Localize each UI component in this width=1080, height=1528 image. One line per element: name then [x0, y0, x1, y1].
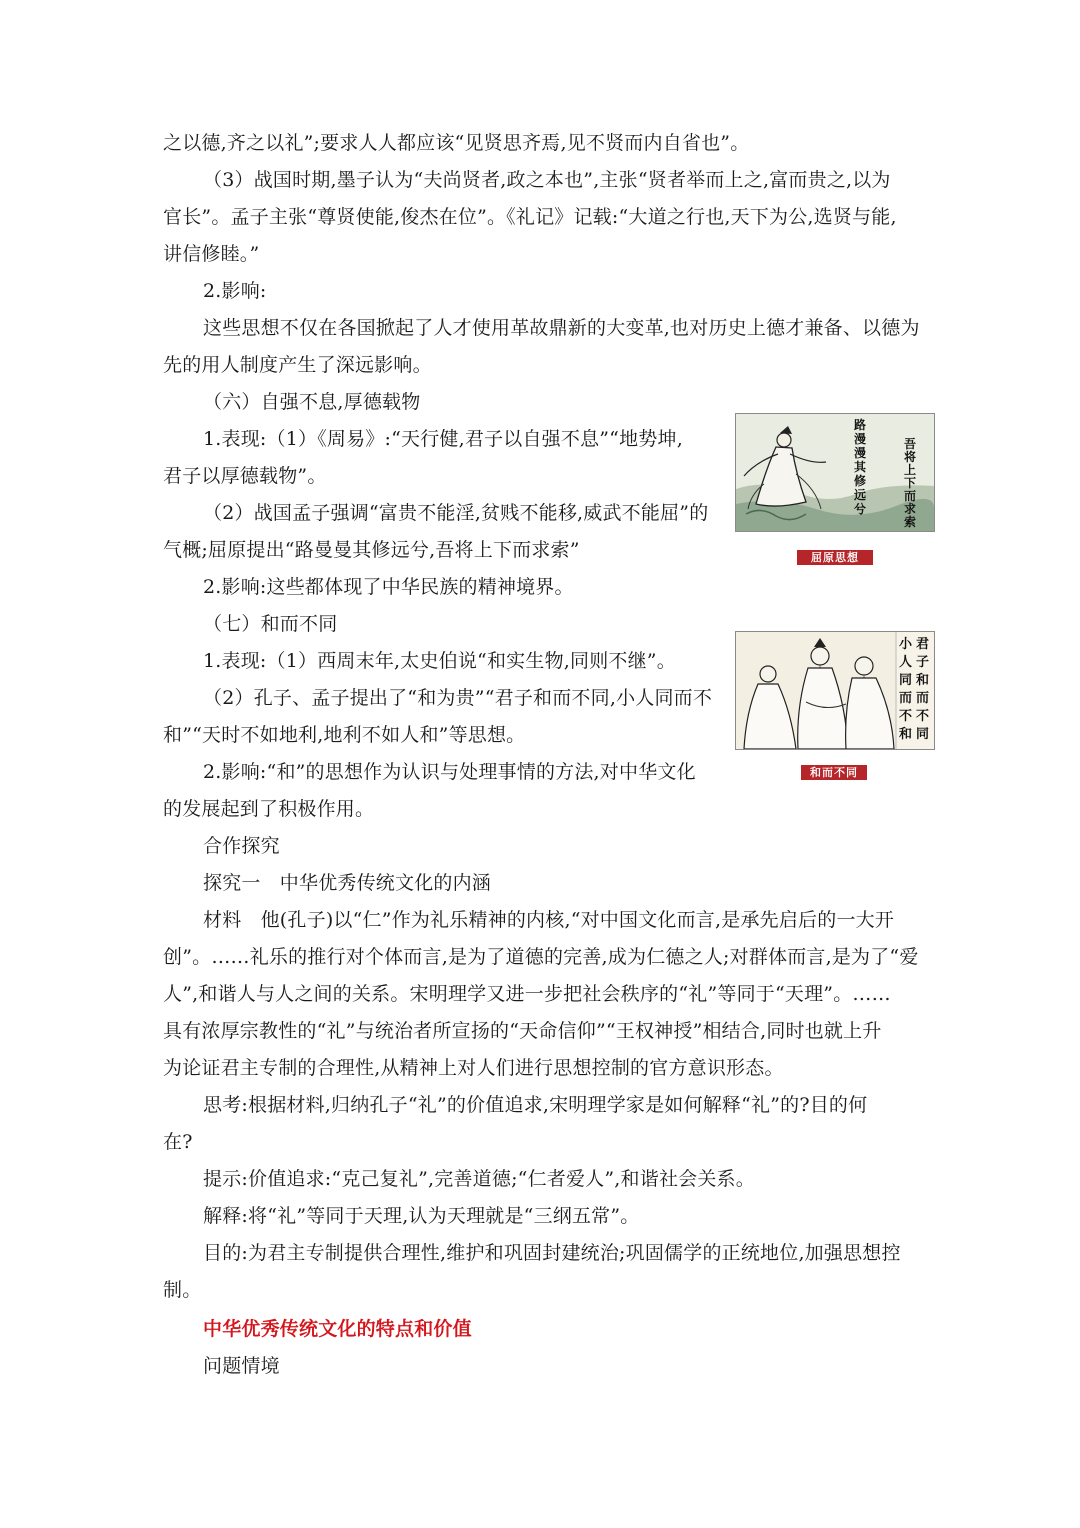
heerbutong-illustration [735, 631, 935, 750]
section-heading: 合作探究 [203, 835, 280, 857]
text-line: 提示:价值追求:“克己复礼”,完善道德;“仁者爱人”,和谐社会关系。 [203, 1168, 755, 1190]
text-line: 1.表现:（1）《周易》:“天行健,君子以自强不息”“地势坤, [203, 428, 683, 450]
text-line: （3）战国时期,墨子认为“夫尚贤者,政之本也”,主张“贤者举而上之,富而贵之,以为 [203, 169, 891, 191]
text-line: 人”,和谐人与人之间的关系。宋明理学又进一步把社会秩序的“礼”等同于“天理”。…… [163, 983, 891, 1005]
section-heading: （七）和而不同 [203, 613, 338, 635]
text-line: 君子以厚德载物”。 [163, 465, 327, 487]
text-line: 2.影响:“和”的思想作为认识与处理事情的方法,对中华文化 [203, 761, 696, 783]
text-line: 在? [163, 1131, 193, 1153]
section-heading: 探究一 中华优秀传统文化的内涵 [203, 872, 492, 894]
text-line: 目的:为君主专制提供合理性,维护和巩固封建统治;巩固儒学的正统地位,加强思想控 [203, 1242, 901, 1264]
text-line: 材料 他(孔子)以“仁”作为礼乐精神的内核,“对中国文化而言,是承先启后的一大开 [203, 909, 895, 931]
text-line: 创”。……礼乐的推行对个体而言,是为了道德的完善,成为仁德之人;对群体而言,是为了“爱 [163, 946, 919, 968]
section-heading: （六）自强不息,厚德载物 [203, 391, 421, 413]
quyuan-caption: 屈原思想 [797, 550, 873, 565]
text-line: 解释:将“礼”等同于天理,认为天理就是“三纲五常”。 [203, 1205, 640, 1227]
calligraphy-col-1: 路漫漫其修远兮 [854, 418, 867, 516]
calligraphy-col-2: 小人同而不和 [899, 637, 913, 742]
text-line: 2.影响: [203, 280, 267, 302]
heerbutong-caption: 和而不同 [801, 765, 867, 780]
calligraphy-col-2: 吾将上下而求索 [904, 437, 917, 529]
text-line: 1.表现:（1）西周末年,太史伯说“和实生物,同则不继”。 [203, 650, 676, 672]
text-line: 为论证君主专制的合理性,从精神上对人们进行思想控制的官方意识形态。 [163, 1057, 784, 1079]
text-line: 具有浓厚宗教性的“礼”与统治者所宣扬的“天命信仰”“王权神授”相结合,同时也就上升 [163, 1020, 882, 1042]
text-line: 和”“天时不如地利,地利不如人和”等思想。 [163, 724, 526, 746]
text-line: 的发展起到了积极作用。 [163, 798, 375, 820]
red-section-heading: 中华优秀传统文化的特点和价值 [203, 1318, 472, 1340]
text-line: （2）孔子、孟子提出了“和为贵”“君子和而不同,小人同而不 [203, 687, 713, 709]
calligraphy-col-1: 君子和而不同 [916, 637, 930, 742]
text-line: 讲信修睦。” [163, 243, 260, 265]
text-line: 气概;屈原提出“路曼曼其修远兮,吾将上下而求索” [163, 539, 580, 561]
section-heading: 问题情境 [203, 1355, 280, 1377]
text-line: 制。 [163, 1279, 202, 1301]
text-line: 先的用人制度产生了深远影响。 [163, 354, 432, 376]
text-line: 思考:根据材料,归纳孔子“礼”的价值追求,宋明理学家是如何解释“礼”的?目的何 [203, 1094, 868, 1116]
quyuan-illustration [735, 413, 935, 532]
text-line: 官长”。孟子主张“尊贤使能,俊杰在位”。《礼记》记载:“大道之行也,天下为公,选贤与能, [163, 206, 897, 228]
text-line: 这些思想不仅在各国掀起了人才使用革故鼎新的大变革,也对历史上德才兼备、以德为 [203, 317, 920, 339]
text-line: （2）战国孟子强调“富贵不能淫,贫贱不能移,威武不能屈”的 [203, 502, 709, 524]
text-line: 之以德,齐之以礼”;要求人人都应该“见贤思齐焉,见不贤而内自省也”。 [163, 132, 750, 154]
text-line: 2.影响:这些都体现了中华民族的精神境界。 [203, 576, 574, 598]
